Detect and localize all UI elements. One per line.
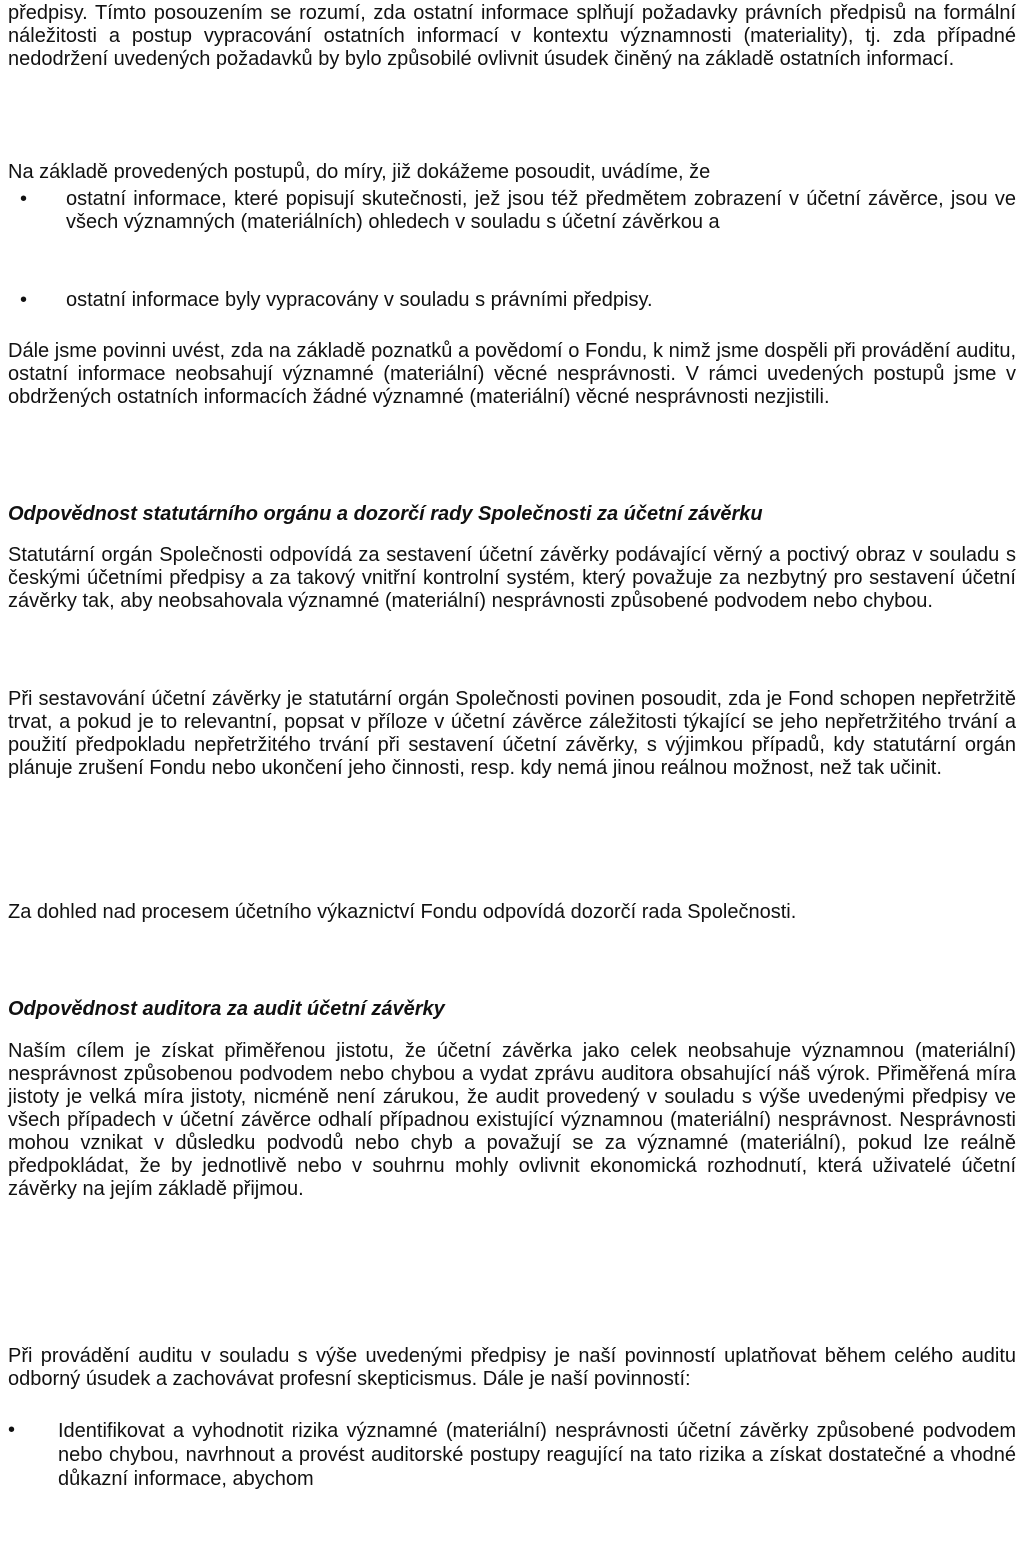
bullet-icon: •	[20, 188, 28, 210]
paragraph-supervisory-board: Za dohled nad procesem účetního výkaznictví Fondu odpovídá dozorčí rada Společnosti.	[8, 901, 797, 923]
bullet-icon: •	[8, 1419, 16, 1441]
list-item-text: ostatní informace byly vypracovány v souladu s právními předpisy.	[66, 289, 653, 311]
list-item-text: Identifikovat a vyhodnotit rizika významné (materiální) nesprávnosti účetní závěrky způsobené podvodem nebo chybou, navrhnout a provést auditorské postupy reagující na tato rizika a získat dostatečné a vhodné důkazní informace, abychom	[58, 1420, 1016, 1490]
section-heading-auditor-responsibility: Odpovědnost auditora za audit účetní závěrky	[8, 998, 445, 1020]
paragraph-going-concern: Při sestavování účetní závěrky je statutární orgán Společnosti povinen posoudit, zda je Fond schopen nepřetržitě trvat, a pokud je to relevantní, popsat v příloze v účetní závěrce záležitosti týkající se jeho nepřetržitého trvání a použití předpokladu nepřetržitého trvání při sestavení účetní závěrky, s výjimkou případů, kdy statutární orgán plánuje zrušení Fondu nebo ukončení jeho činnosti, resp. kdy nemá jinou reálnou možnost, než tak učinit.	[8, 688, 1016, 779]
paragraph-other-information-assessment: předpisy. Tímto posouzením se rozumí, zda ostatní informace splňují požadavky právních předpisů na formální náležitosti a postup vypracování ostatních informací v kontextu významnosti (materiality), tj. zda případné nedodržení uvedených požadavků by bylo způsobilé ovlivnit úsudek činěný na základě ostatních informací.	[8, 2, 1016, 70]
list-item-text: ostatní informace, které popisují skutečnosti, jež jsou též předmětem zobrazení v účetní závěrce, jsou ve všech významných (materiálních) ohledech v souladu s účetní závěrkou a	[66, 188, 1016, 233]
bullet-icon: •	[20, 289, 28, 311]
paragraph-statutory-body-duty: Statutární orgán Společnosti odpovídá za sestavení účetní závěrky podávající věrný a poctivý obraz v souladu s českými účetními předpisy a za takový vnitřní kontrolní systém, který považuje za nezbytný pro sestavení účetní závěrky tak, aby neobsahovala významné (materiální) nesprávnosti způsobené podvodem nebo chybou.	[8, 544, 1016, 612]
paragraph-misstatement-statement: Dále jsme povinni uvést, zda na základě poznatků a povědomí o Fondu, k nimž jsme dospěli při provádění auditu, ostatní informace neobsahují významné (materiální) věcné nesprávnosti. V rámci uvedených postupů jsme v obdržených ostatních informacích žádné významné (materiální) věcné nesprávnosti nezjistili.	[8, 340, 1016, 408]
paragraph-audit-objective: Naším cílem je získat přiměřenou jistotu, že účetní závěrka jako celek neobsahuje významnou (materiální) nesprávnost způsobenou podvodem nebo chybou a vydat zprávu auditora obsahující náš výrok. Přiměřená míra jistoty je velká míra jistoty, nicméně není zárukou, že audit provedený v souladu s výše uvedenými předpisy ve všech případech v účetní závěrce odhalí případnou existující významnou (materiální) nesprávnost. Nesprávnosti mohou vznikat v důsledku podvodů nebo chyb a považují se za významné (materiální), pokud lze reálně předpokládat, že by jednotlivě nebo v souhrnu mohly ovlivnit ekonomická rozhodnutí, která uživatelé účetní závěrky na jejím základě přijmou.	[8, 1040, 1016, 1200]
list-item	[8, 188, 1016, 234]
paragraph-based-on-procedures: Na základě provedených postupů, do míry, již dokážeme posoudit, uvádíme, že	[8, 161, 711, 183]
list-item	[8, 289, 1016, 312]
paragraph-professional-judgement: Při provádění auditu v souladu s výše uvedenými předpisy je naší povinností uplatňovat během celého auditu odborný úsudek a zachovávat profesní skepticismus. Dále je naší povinností:	[8, 1345, 1016, 1390]
section-heading-statutory-body-responsibility: Odpovědnost statutárního orgánu a dozorčí rady Společnosti za účetní závěrku	[8, 503, 763, 525]
list-item	[8, 1419, 1016, 1491]
